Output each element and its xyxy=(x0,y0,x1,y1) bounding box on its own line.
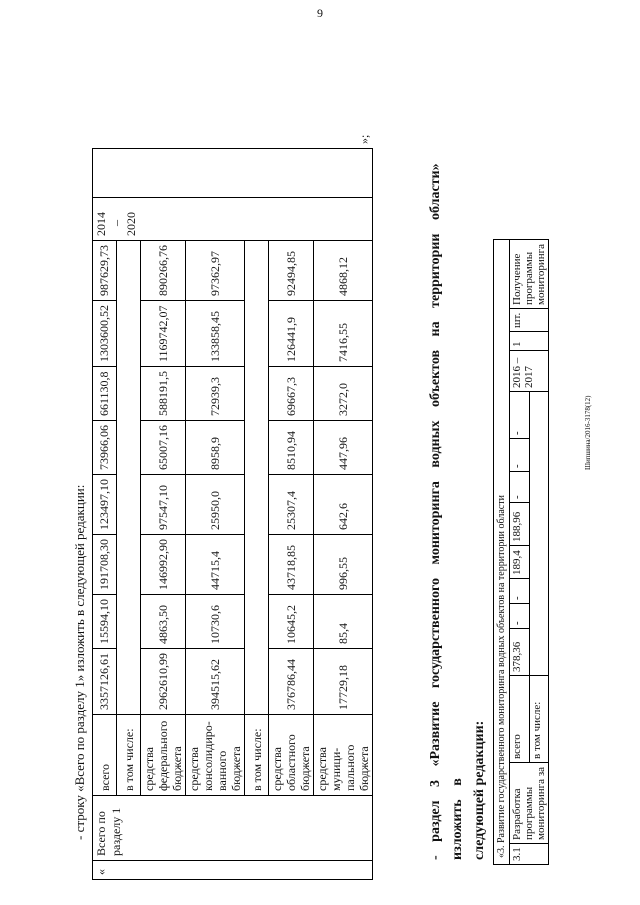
cell-value: 10730,6 xyxy=(186,595,245,649)
cell-empty xyxy=(245,241,269,715)
cell-label: в том числе: xyxy=(245,715,269,796)
cell-value: 588191,5 xyxy=(141,367,186,421)
cell-value: 189,4 xyxy=(510,546,530,579)
year-dash: – xyxy=(109,220,123,226)
cell-value: 69667,3 xyxy=(269,367,314,421)
row-label: Всего по разделу 1 xyxy=(93,796,373,861)
cell-label: средства муници-пального бюджета xyxy=(314,715,373,796)
cell-value: 447,96 xyxy=(314,421,373,475)
cell-value: 4868,12 xyxy=(314,241,373,301)
cell-value: 3357126,61 xyxy=(93,649,117,715)
cell-value: 7416,55 xyxy=(314,301,373,367)
cell-label: средства федерального бюджета xyxy=(141,715,186,796)
cell-value: 92494,85 xyxy=(269,241,314,301)
cell-value: 85,4 xyxy=(314,595,373,649)
budget-table xyxy=(92,120,373,880)
cell-value: 1303600,52 xyxy=(93,301,117,367)
cell-value: 25950,0 xyxy=(186,475,245,535)
cell-label: средства областного бюджета xyxy=(269,715,314,796)
cell-value: 394515,62 xyxy=(186,649,245,715)
cell-value: 15594,10 xyxy=(93,595,117,649)
period: 2016 – 2017 xyxy=(510,351,549,392)
cell-value: 73966,06 xyxy=(93,421,117,475)
table-row xyxy=(494,240,510,865)
cell-value: 8958,9 xyxy=(186,421,245,475)
section-text-line1: - раздел 3 «Развитие государственного мониторинга водных объектов на территории области» изложить в xyxy=(428,163,465,860)
cell-value: 97362,97 xyxy=(186,241,245,301)
cell-value: - xyxy=(510,472,530,503)
stamp-note xyxy=(584,290,602,490)
cell-value: 17729,18 xyxy=(314,649,373,715)
year-start: 2014 xyxy=(94,212,108,236)
cell-value: 8510,94 xyxy=(269,421,314,475)
empty-cell xyxy=(93,149,373,198)
cell-value: 376786,44 xyxy=(269,649,314,715)
cell-value: - xyxy=(510,392,530,439)
quantity: 1 xyxy=(510,332,549,351)
section-text-line2: следующей редакции: xyxy=(472,720,487,860)
years-cell xyxy=(93,198,373,241)
cell-value: 996,55 xyxy=(314,535,373,595)
cell-value: 4863,50 xyxy=(141,595,186,649)
intro-text: - строку «Всего по разделу 1» изложить в следующей редакции: xyxy=(72,484,87,840)
cell-empty xyxy=(529,392,549,676)
cell-value: 146992,90 xyxy=(141,535,186,595)
cell-value: 378,36 xyxy=(510,629,530,676)
cell-value: 65007,16 xyxy=(141,421,186,475)
sub-total-label: всего xyxy=(510,676,530,763)
cell-value: 44715,4 xyxy=(186,535,245,595)
cell-empty xyxy=(117,241,141,715)
result: Получение программы мониторинга xyxy=(510,240,549,309)
cell-value: - xyxy=(510,439,530,472)
item-name: Разработка программы мониторинга за xyxy=(510,763,549,844)
cell-value: 2962610,99 xyxy=(141,649,186,715)
cell-value: 126441,9 xyxy=(269,301,314,367)
cell-value: 661130,8 xyxy=(93,367,117,421)
cell-value: 97547,10 xyxy=(141,475,186,535)
cell-value: 10645,2 xyxy=(269,595,314,649)
cell-label: всего xyxy=(93,715,117,796)
stamp-text: Шипшина/2016-3178(12) xyxy=(584,395,592,470)
cell-value: - xyxy=(510,604,530,629)
page-number: 9 xyxy=(317,6,323,20)
table-row xyxy=(93,120,117,880)
close-quote: »; xyxy=(356,134,371,144)
sub-incl-label: в том числе: xyxy=(529,676,549,763)
cell-value: 43718,85 xyxy=(269,535,314,595)
cell-value: 25307,4 xyxy=(269,475,314,535)
cell-value: 191708,30 xyxy=(93,535,117,595)
cell-value: 987629,73 xyxy=(93,241,117,301)
close-quote-cell xyxy=(93,120,373,149)
cell-value: 72939,3 xyxy=(186,367,245,421)
table-row xyxy=(510,240,530,865)
section-instruction xyxy=(425,100,491,860)
cell-value: 642,6 xyxy=(314,475,373,535)
cell-value: 123497,10 xyxy=(93,475,117,535)
cell-value: 3272,0 xyxy=(314,367,373,421)
unit: шт. xyxy=(510,309,549,332)
cell-value: 1169742,07 xyxy=(141,301,186,367)
item-number: 3.1 xyxy=(510,844,549,865)
rotated-sheet xyxy=(40,30,600,900)
section3-table xyxy=(493,239,549,865)
open-quote: « xyxy=(93,861,373,880)
section3-header: «3. Развитие государственного мониторинга водных объектов на территории области xyxy=(494,240,510,865)
cell-value: 890266,76 xyxy=(141,241,186,301)
cell-value: - xyxy=(510,579,530,604)
cell-value: 188,96 xyxy=(510,503,530,546)
cell-label: средства консолидиро-ванного бюджета xyxy=(186,715,245,796)
cell-value: 133858,45 xyxy=(186,301,245,367)
year-end: 2020 xyxy=(124,212,138,236)
cell-label: в том числе: xyxy=(117,715,141,796)
